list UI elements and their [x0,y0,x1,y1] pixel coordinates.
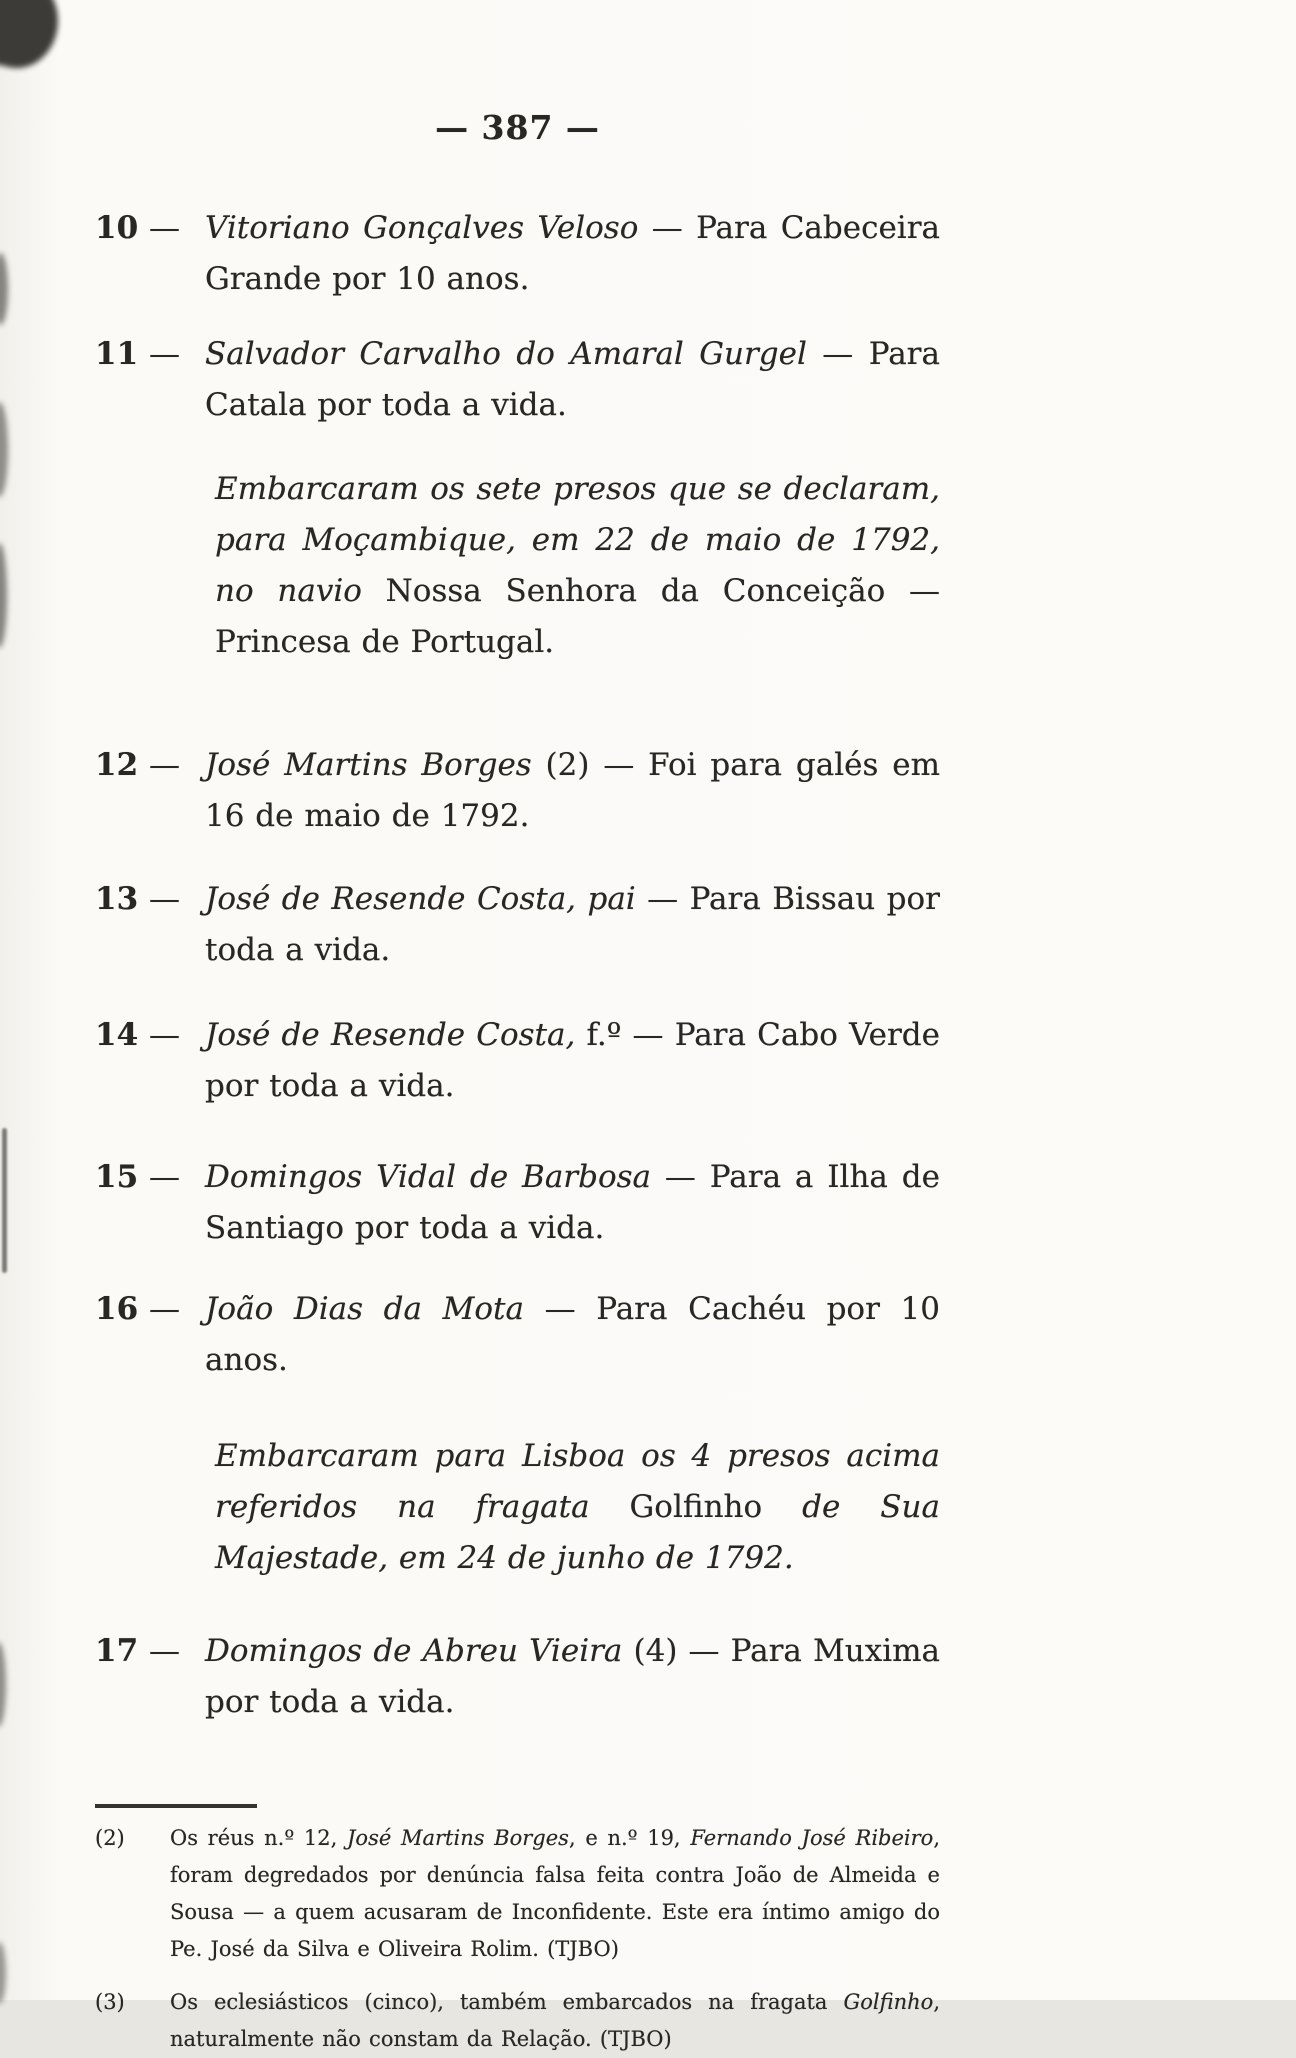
page-content [95,0,940,2058]
item-text [205,203,940,305]
item-dash: — [149,336,180,372]
text-run-italic: de Sua Majestade, em 24 de junho de 1792. [215,1489,940,1576]
scan-artifact-left-edge [0,402,8,497]
text-run: f.º — Para Cabo Verde por toda a vida. [205,1017,940,1104]
text-run: Os réus n.º 12, [170,1826,348,1850]
item-number: 15 [95,1159,139,1195]
text-run: , foram degredados por denúncia falsa feita contra João de Almeida e Sousa — a quem acusaram de Inconfidente. Este era íntimo amigo do Pe. José da Silva e Oliveira Rolim. (TJBO) [170,1826,940,1961]
list-item-10 [95,203,940,305]
item-dash: — [149,1291,180,1327]
list-item-17 [95,1626,940,1728]
text-run-italic: João Dias da Mota [205,1291,524,1327]
text-run: , e n.º 19, [568,1826,691,1850]
list-item-15 [95,1152,940,1254]
item-gutter [95,740,205,842]
text-run-italic: Embarcaram para Lisboa os 4 presos acima referidos na fragata [215,1438,940,1525]
text-run: — Para Catala por toda a vida. [205,336,940,423]
text-run: Nossa Senhora da Conceição — Princesa de Portugal. [215,573,940,660]
footnote-text [170,1984,940,2058]
item-text [205,1284,940,1386]
scan-artifact-left-edge [0,543,7,648]
item-text [205,329,940,431]
footnote-3 [95,1984,940,2058]
narrative-paragraph [215,464,940,668]
scan-artifact-left-edge [2,1128,7,1273]
item-number: 12 [95,747,139,783]
narrative-paragraph [215,1431,940,1584]
footnote-marker: (3) [95,1990,125,2014]
text-run-italic: Salvador Carvalho do Amaral Gurgel [205,336,807,372]
item-gutter [95,203,205,305]
list-item-12 [95,740,940,842]
text-run: (4) — Para Muxima por toda a vida. [205,1633,940,1720]
text-run-italic: Domingos Vidal de Barbosa [205,1159,652,1195]
text-run-italic: Fernando José Ribeiro [690,1826,934,1850]
item-gutter [95,1284,205,1386]
scan-artifact-left-edge [0,1642,6,1727]
item-gutter [95,1010,205,1112]
scan-artifact-left-edge [0,253,8,325]
text-run-italic: José de Resende Costa, [205,1017,576,1053]
text-run-italic: Domingos de Abreu Vieira [205,1633,623,1669]
item-dash: — [149,1159,180,1195]
item-number: 14 [95,1017,139,1053]
text-run: Golfinho [629,1489,763,1525]
footnote-separator [95,1804,257,1808]
text-run-italic: José Martins Borges [205,747,532,783]
text-run-italic: José de Resende Costa, pai [205,881,636,917]
item-dash: — [149,1017,180,1053]
item-text [205,1010,940,1112]
item-number: 13 [95,881,139,917]
text-run: (2) — Foi para galés em 16 de maio de 1792. [205,747,940,834]
item-gutter [95,329,205,431]
footnote-2 [95,1820,940,1968]
scan-artifact-bottom-left [0,1942,6,2004]
item-dash: — [149,881,180,917]
item-number: 11 [95,336,139,372]
text-run: — Para Cabeceira Grande por 10 anos. [205,210,941,297]
footnote-text [170,1820,940,1968]
text-run: , naturalmente não constam da Relação. (TJBO) [170,1990,940,2051]
item-dash: — [149,1633,180,1669]
text-run: Os eclesiásticos (cinco), também embarcados na fragata [170,1990,844,2014]
item-gutter [95,874,205,976]
list-item-13 [95,874,940,976]
text-run-italic: Golfinho [843,1990,934,2014]
list-item-16 [95,1284,940,1386]
entries [95,203,940,1728]
item-number: 17 [95,1633,139,1669]
text-run: — Para Cachéu por 10 anos. [205,1291,940,1378]
scan-artifact-top-left [0,0,67,75]
item-number: 16 [95,1291,139,1327]
list-item-11 [95,329,940,431]
item-number: 10 [95,210,139,246]
item-text [205,1152,940,1254]
footnotes [95,1820,940,2058]
item-text [205,1626,940,1728]
text-run: — Para Bissau por toda a vida. [205,881,941,968]
text-run-italic: José Martins Borges [347,1826,569,1850]
item-text [205,874,940,976]
item-text [205,740,940,842]
text-run-italic: Vitoriano Gonçalves Veloso [205,210,639,246]
text-run: — Para a Ilha de Santiago por toda a vida. [205,1159,940,1246]
item-dash: — [149,210,180,246]
item-gutter [95,1626,205,1728]
list-item-14 [95,1010,940,1112]
item-dash: — [149,747,180,783]
text-run-italic: Embarcaram os sete presos que se declaram, para Moçambique, em 22 de maio de 1792, no navio [215,471,940,609]
page-number: — 387 — [435,108,600,147]
footnote-marker: (2) [95,1826,125,1850]
item-gutter [95,1152,205,1254]
